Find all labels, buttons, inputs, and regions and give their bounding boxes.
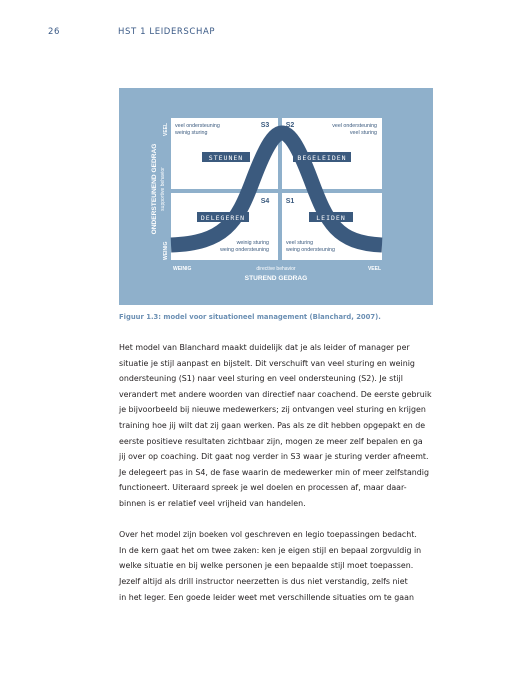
s3-line2: weinig sturing (175, 130, 208, 136)
text-line: welke situatie en bij welke personen je een bepaalde stijl moet toepassen. (119, 561, 414, 571)
s4-line1: weinig sturing (236, 240, 269, 246)
text-line: functioneert. Uiteraard spreek je wel doelen en processen af, maar daar- (119, 483, 407, 493)
text-line: Het model van Blanchard maakt duidelijk dat je als leider of manager per (119, 343, 410, 352)
text-line: binnen is er relatief veel vrijheid van handelen. (119, 498, 306, 508)
text-line: Jezelf altijd als drill instructor neerzetten is dus niet verstandig, zelfs niet (119, 576, 408, 586)
s1-line1: veel sturing (286, 240, 314, 246)
x-axis-high: VEEL (367, 266, 381, 272)
code-s2: S2 (285, 122, 295, 129)
s4-line2: weing ondersteuning (220, 247, 269, 253)
chapter-title: HST 1 LEIDERSCHAP (118, 27, 216, 37)
figure-caption: Figuur 1.3: model voor situationeel management (Blanchard, 2007). (119, 313, 381, 321)
text-line: ondersteuning (S1) naar veel sturing en veel ondersteuning (S2). Je stijl (119, 374, 403, 384)
paragraph-1 (119, 340, 435, 512)
x-axis-sub: directive behavior (256, 266, 296, 272)
paragraph-2 (119, 527, 435, 605)
s1-line2: weing ondersteuning (286, 247, 335, 253)
code-s3: S3 (260, 122, 270, 129)
y-axis-low: WEINIG (163, 241, 169, 260)
tag-begeleiden-label: BEGELEIDEN (297, 154, 347, 162)
code-s1: S1 (285, 198, 295, 205)
text-line: eerste positieve resultaten zichtbaar zijn, mogen ze meer zelf bepalen en ga (119, 436, 423, 446)
tag-steunen-label: STEUNEN (208, 154, 244, 162)
page-number: 26 (48, 27, 61, 37)
y-axis-label: ONDERSTEUNEND GEDRAG (151, 143, 158, 235)
text-line: In de kern gaat het om twee zaken: ken je eigen stijl en bepaal zorgvuldig in (119, 545, 422, 555)
text-line: Je delegeert pas in S4, de fase waarin de medewerker min of meer zelfstandig (119, 467, 429, 477)
body-text (119, 340, 435, 605)
text-line: Over het model zijn boeken vol geschreven en legio toepassingen bedacht. (119, 530, 417, 540)
x-axis-low: WEINIG (173, 266, 192, 272)
situational-leadership-figure (119, 88, 433, 305)
text-line: in het leger. Een goede leider weet met verschillende situaties om te gaan (119, 592, 414, 602)
y-axis-high: VEEL (163, 122, 169, 136)
leadership-model-diagram (119, 88, 433, 305)
text-line: je bijvoorbeeld bij nieuwe medewerkers; zij ontvangen veel sturing en krijgen (119, 405, 426, 415)
tag-leiden-label: LEIDEN (316, 214, 346, 222)
y-axis-sub: supportive behavior (160, 167, 166, 211)
text-line: situatie je stijl aanpast en bijstelt. Dit verschuift van veel sturing en weinig (119, 358, 415, 368)
code-s4: S4 (260, 198, 270, 205)
text-line: verandert met andere woorden van directief naar coachend. De eerste gebruik (119, 389, 432, 399)
x-axis-label: STUREND GEDRAG (244, 275, 308, 282)
text-line: jij over op coaching. Dit gaat nog verder in S3 waar je sturing verder afneemt. (119, 452, 429, 462)
s2-line1: veel ondersteuning (332, 123, 377, 129)
s2-line2: veel sturing (349, 130, 377, 136)
s3-line1: veel ondersteuning (175, 123, 220, 129)
text-line: training hoe jij wilt dat zij gaan werken. Pas als ze dit hebben opgepakt en de (119, 420, 426, 430)
tag-delegeren-label: DELEGEREN (200, 214, 246, 222)
